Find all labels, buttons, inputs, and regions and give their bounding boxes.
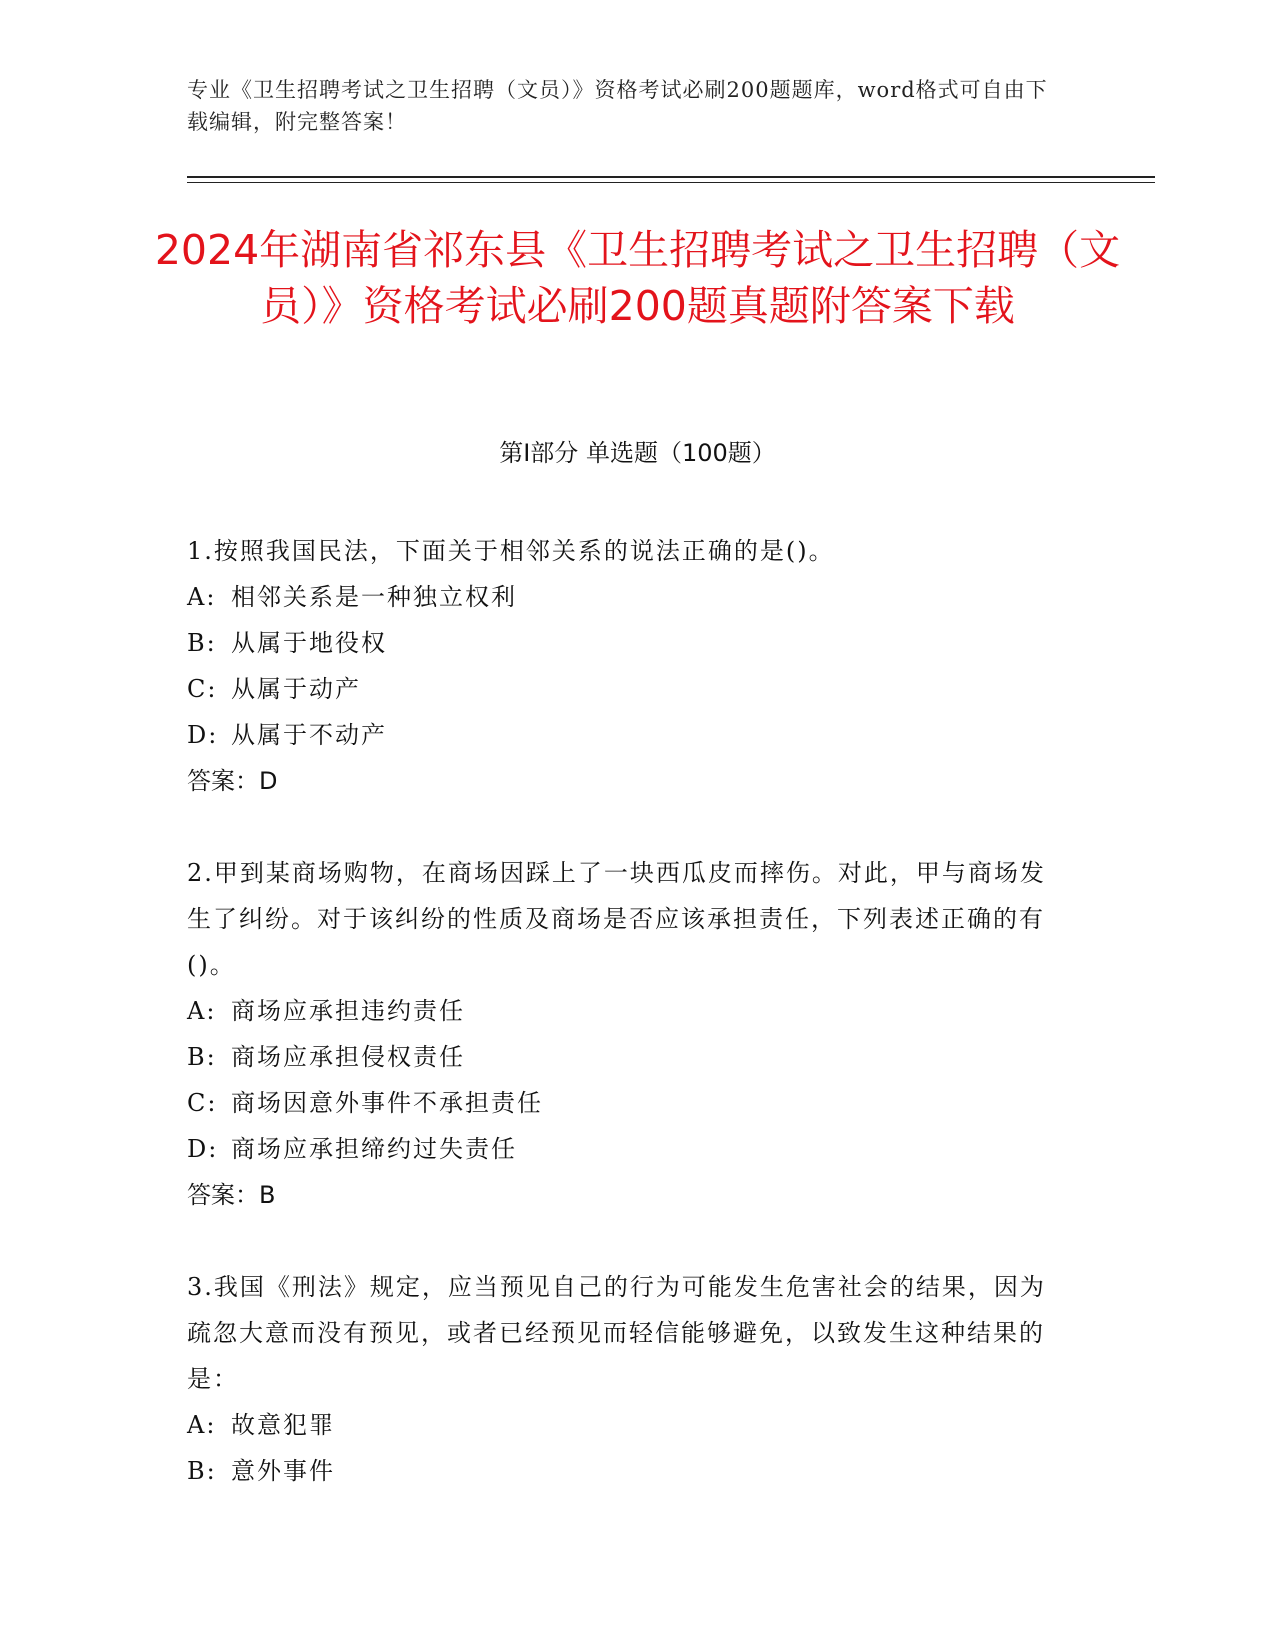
option-key: A: xyxy=(187,997,217,1025)
header-divider-thin xyxy=(187,182,1155,183)
option-text: 意外事件 xyxy=(231,1457,335,1485)
option-text: 从属于不动产 xyxy=(231,721,387,749)
question-2 xyxy=(187,850,1067,1218)
option-text: 故意犯罪 xyxy=(231,1411,335,1439)
question-stem: 1.按照我国民法，下面关于相邻关系的说法正确的是()。 xyxy=(187,537,835,565)
option-c xyxy=(187,1080,1067,1126)
header-note: 专业《卫生招聘考试之卫生招聘（文员）》资格考试必刷200题题库，word格式可自由下载编辑，附完整答案！ xyxy=(187,78,1048,134)
option-c xyxy=(187,666,1067,712)
option-d xyxy=(187,1126,1067,1172)
option-key: C: xyxy=(187,1089,218,1117)
question-stem: 3.我国《刑法》规定，应当预见自己的行为可能发生危害社会的结果，因为疏忽大意而没有预见，或者已经预见而轻信能够避免，以致发生这种结果的是： xyxy=(187,1273,1046,1393)
option-a xyxy=(187,988,1067,1034)
option-text: 从属于动产 xyxy=(231,675,361,703)
option-text: 商场应承担违约责任 xyxy=(231,997,465,1025)
option-text: 相邻关系是一种独立权利 xyxy=(231,583,517,611)
option-key: B: xyxy=(187,1043,217,1071)
option-key: A: xyxy=(187,583,217,611)
answer-line: 答案：D xyxy=(187,767,278,795)
question-3 xyxy=(187,1264,1067,1494)
header-divider-thick xyxy=(187,176,1155,178)
option-b xyxy=(187,620,1067,666)
option-key: B: xyxy=(187,629,217,657)
option-text: 商场应承担侵权责任 xyxy=(231,1043,465,1071)
option-b xyxy=(187,1034,1067,1080)
question-1 xyxy=(187,528,1067,804)
option-text: 从属于地役权 xyxy=(231,629,387,657)
option-key: D: xyxy=(187,721,219,749)
option-a xyxy=(187,1402,1067,1448)
option-text: 商场应承担缔约过失责任 xyxy=(231,1135,517,1163)
question-stem: 2.甲到某商场购物，在商场因踩上了一块西瓜皮而摔伤。对此，甲与商场发生了纠纷。对于该纠纷的性质及商场是否应该承担责任，下列表述正确的有()。 xyxy=(187,859,1046,979)
section-heading: 第Ⅰ部分 单选题（100题） xyxy=(499,439,776,467)
option-b xyxy=(187,1448,1067,1494)
option-d xyxy=(187,712,1067,758)
option-key: B: xyxy=(187,1457,217,1485)
option-text: 商场因意外事件不承担责任 xyxy=(231,1089,543,1117)
option-key: D: xyxy=(187,1135,219,1163)
option-key: C: xyxy=(187,675,218,703)
option-a xyxy=(187,574,1067,620)
question-list xyxy=(187,528,1067,1540)
option-key: A: xyxy=(187,1411,217,1439)
answer-line: 答案：B xyxy=(187,1181,276,1209)
document-title: 2024年湖南省祁东县《卫生招聘考试之卫生招聘（文员）》资格考试必刷200题真题附答案下载 xyxy=(154,226,1121,330)
